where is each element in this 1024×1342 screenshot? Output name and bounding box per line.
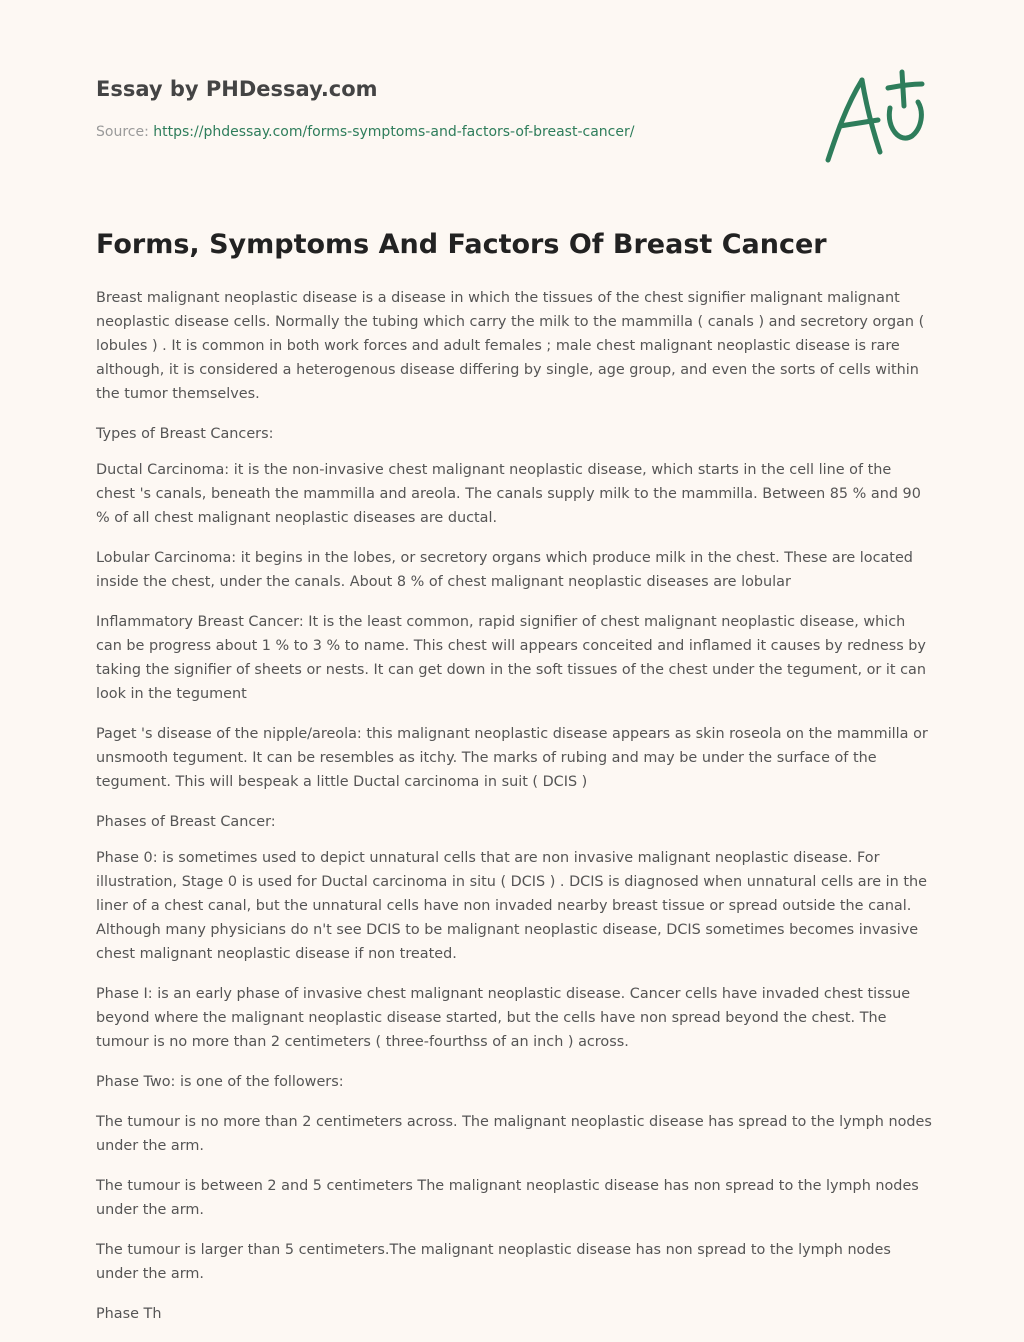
paragraph-lobular: Lobular Carcinoma: it begins in the lobes, or secretory organs which produce milk in the chest. These are located inside the chest, under the canals. About 8 % of chest malignant neoplastic diseases are lobular bbox=[96, 550, 913, 590]
paragraph-phase-2-b: The tumour is between 2 and 5 centimeters The malignant neoplastic disease has non spread to the lymph nodes under the arm. bbox=[96, 1178, 919, 1218]
section-heading-phases: Phases of Breast Cancer: bbox=[96, 814, 276, 830]
paragraph-intro: Breast malignant neoplastic disease is a disease in which the tissues of the chest signifier malignant malignant neoplastic disease cells. Normally the tubing which carry the milk to the mammilla ( canals ) and secretory organ ( lobules ) . It is common in both work forces and adult females ; male chest malignant neoplastic disease is rare although, it is considered a heterogenous disease differing by single, age group, and even the sorts of cells within the tumor themselves. bbox=[96, 290, 925, 402]
article-title: Forms, Symptoms And Factors Of Breast Cancer bbox=[96, 229, 827, 260]
article-body bbox=[96, 286, 932, 1342]
a-plus-grade-icon bbox=[818, 66, 930, 166]
paragraph-phase-2: Phase Two: is one of the followers: bbox=[96, 1074, 344, 1090]
paragraph-paget: Paget 's disease of the nipple/areola: this malignant neoplastic disease appears as skin roseola on the mammilla or unsmooth tegument. It can be resembles as itchy. The marks of rubing and may be under the surface of the tegument. This will bespeak a little Ductal carcinoma in suit ( DCIS ) bbox=[96, 726, 928, 790]
page-header bbox=[96, 74, 796, 142]
source-line bbox=[96, 122, 796, 142]
paragraph-phase-2-c: The tumour is larger than 5 centimeters.The malignant neoplastic disease has non spread to the lymph nodes under the arm. bbox=[96, 1242, 891, 1282]
site-brand: Essay by PHDessay.com bbox=[96, 77, 378, 101]
paragraph-phase-2-a: The tumour is no more than 2 centimeters across. The malignant neoplastic disease has spread to the lymph nodes under the arm. bbox=[96, 1114, 932, 1154]
source-link[interactable]: https://phdessay.com/forms-symptoms-and-factors-of-breast-cancer/ bbox=[153, 124, 635, 140]
paragraph-inflammatory: Inflammatory Breast Cancer: It is the least common, rapid signifier of chest malignant neoplastic disease, which can be progress about 1 % to 3 % to name. This chest will appears conceited and inflamed it causes by redness by taking the signifier of sheets or nests. It can get down in the soft tissues of the chest under the tegument, or it can look in the tegument bbox=[96, 614, 926, 702]
paragraph-phase-0: Phase 0: is sometimes used to depict unnatural cells that are non invasive malignant neoplastic disease. For illustration, Stage 0 is used for Ductal carcinoma in situ ( DCIS ) . DCIS is diagnosed when unnatural cells are in the liner of a chest canal, but the unnatural cells have non invaded nearby breast tissue or spread outside the canal. Although many physicians do n't see DCIS to be malignant neoplastic disease, DCIS sometimes becomes invasive chest malignant neoplastic disease if non treated. bbox=[96, 850, 927, 962]
paragraph-phase-1: Phase I: is an early phase of invasive chest malignant neoplastic disease. Cancer cells have invaded chest tissue beyond where the malignant neoplastic disease started, but the cells have non spread beyond the chest. The tumour is no more than 2 centimeters ( three-fourthss of an inch ) across. bbox=[96, 986, 911, 1050]
source-label: Source: bbox=[96, 124, 149, 140]
section-heading-types: Types of Breast Cancers: bbox=[96, 426, 274, 442]
paragraph-ductal: Ductal Carcinoma: it is the non-invasive chest malignant neoplastic disease, which starts in the cell line of the chest 's canals, beneath the mammilla and areola. The canals supply milk to the mammilla. Between 85 % and 90 % of all chest malignant neoplastic diseases are ductal. bbox=[96, 462, 921, 526]
paragraph-phase-3-truncated: Phase Th bbox=[96, 1306, 162, 1322]
